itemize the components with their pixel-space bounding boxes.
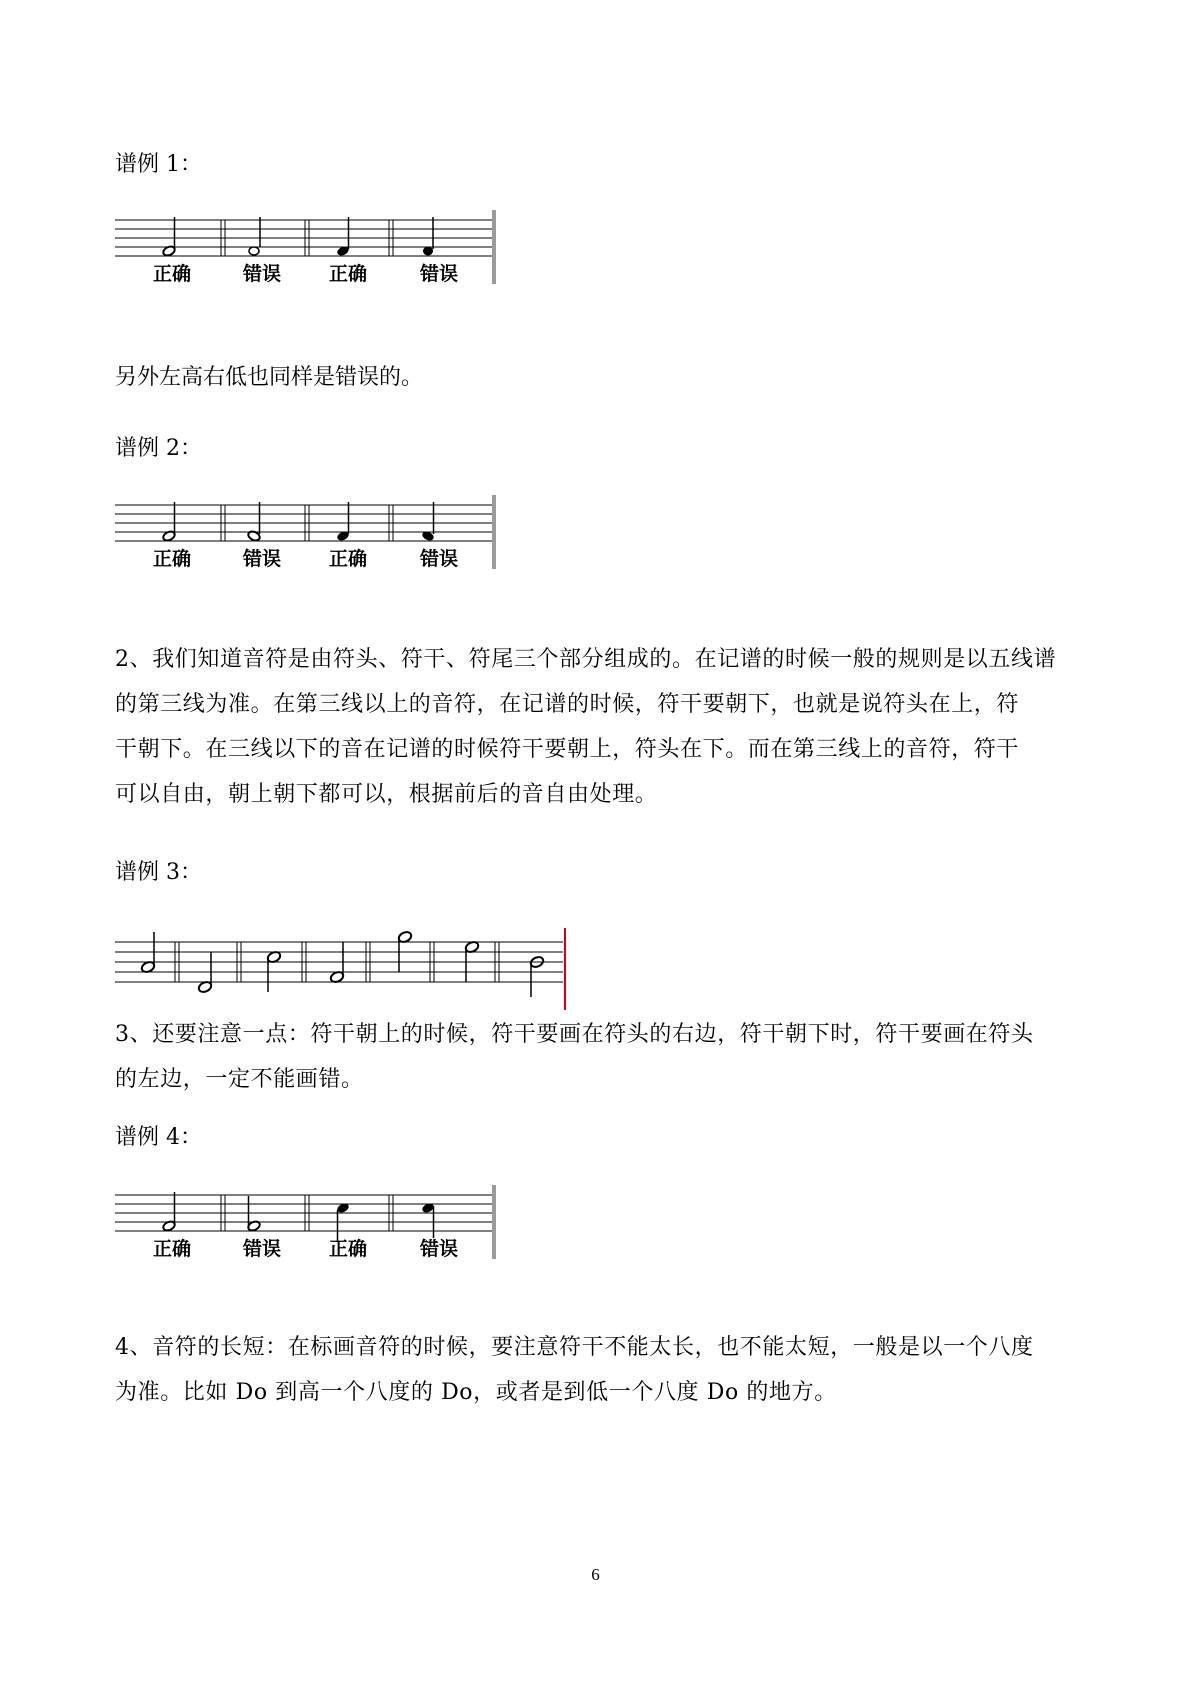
- example-4-staff: [115, 1183, 505, 1263]
- note-correct-2: [336, 217, 350, 257]
- note-b: [140, 932, 156, 974]
- example-1-title: 谱例 1：: [115, 152, 202, 177]
- paragraph-stem-side: [115, 1012, 1075, 1102]
- paragraph-line: 干朝下。在三线以下的音在记谱的时候符干要朝上，符头在下。而在第三线上的音符，符干: [115, 737, 1020, 762]
- note-text: 另外左高右低也同样是错误的。: [115, 365, 424, 390]
- example-3-title: 谱例 3：: [115, 860, 202, 885]
- label-wrong: 错误: [242, 548, 282, 570]
- note-wrong-2: [421, 1202, 435, 1238]
- label-correct: 正确: [328, 263, 368, 285]
- note-wrong-1: [247, 1196, 261, 1232]
- paragraph-line: 可以自由，朝上朝下都可以，根据前后的音自由处理。: [115, 782, 658, 807]
- note-correct-1: [162, 502, 176, 542]
- note-wrong-2: [423, 217, 433, 256]
- paragraph-line: 的第三线为准。在第三线以上的音符，在记谱的时候，符干要朝下，也就是说符头在上，符: [115, 692, 1020, 717]
- label-wrong: 错误: [419, 263, 459, 285]
- note-wrong-1: [249, 217, 260, 255]
- note-wrong-1: [247, 502, 261, 542]
- note-b-stem-down: [529, 955, 545, 997]
- label-wrong: 错误: [419, 548, 459, 570]
- label-wrong: 错误: [242, 263, 282, 285]
- example-2-staff: [115, 493, 505, 573]
- example-2-title: 谱例 2：: [115, 436, 202, 461]
- note-a: [329, 942, 345, 984]
- paragraph-line: 4、音符的长短：在标画音符的时候，要注意符干不能太长，也不能太短，一般是以一个八度: [115, 1335, 1034, 1360]
- note-d: [464, 940, 480, 982]
- label-correct: 正确: [328, 1238, 368, 1260]
- label-wrong: 错误: [242, 1238, 282, 1260]
- example-4-title: 谱例 4：: [115, 1125, 202, 1150]
- label-correct: 正确: [152, 263, 192, 285]
- note-wrong-2: [421, 502, 435, 542]
- paragraph-line: 为准。比如 Do 到高一个八度的 Do，或者是到低一个八度 Do 的地方。: [115, 1380, 837, 1405]
- label-correct: 正确: [152, 1238, 192, 1260]
- label-wrong: 错误: [419, 1238, 459, 1260]
- paragraph-stem-direction: [115, 637, 1075, 817]
- label-correct: 正确: [328, 548, 368, 570]
- page-number: 6: [591, 1565, 600, 1584]
- example-3-staff: [115, 920, 575, 1020]
- note-g: [397, 930, 413, 972]
- paragraph-line: 的左边，一定不能画错。: [115, 1067, 364, 1092]
- example-1-staff: [115, 208, 505, 288]
- note-correct-1: [162, 217, 176, 257]
- note-f: [197, 952, 213, 994]
- note-correct-2: [336, 502, 350, 542]
- note-c: [266, 950, 282, 992]
- label-correct: 正确: [152, 548, 192, 570]
- note-correct-1: [162, 1192, 176, 1232]
- paragraph-line: 2、我们知道音符是由符头、符干、符尾三个部分组成的。在记谱的时候一般的规则是以五线谱: [115, 647, 1057, 672]
- paragraph-line: 3、还要注意一点：符干朝上的时候，符干要画在符头的右边，符干朝下时，符干要画在符头: [115, 1022, 1034, 1047]
- paragraph-stem-length: [115, 1325, 1075, 1415]
